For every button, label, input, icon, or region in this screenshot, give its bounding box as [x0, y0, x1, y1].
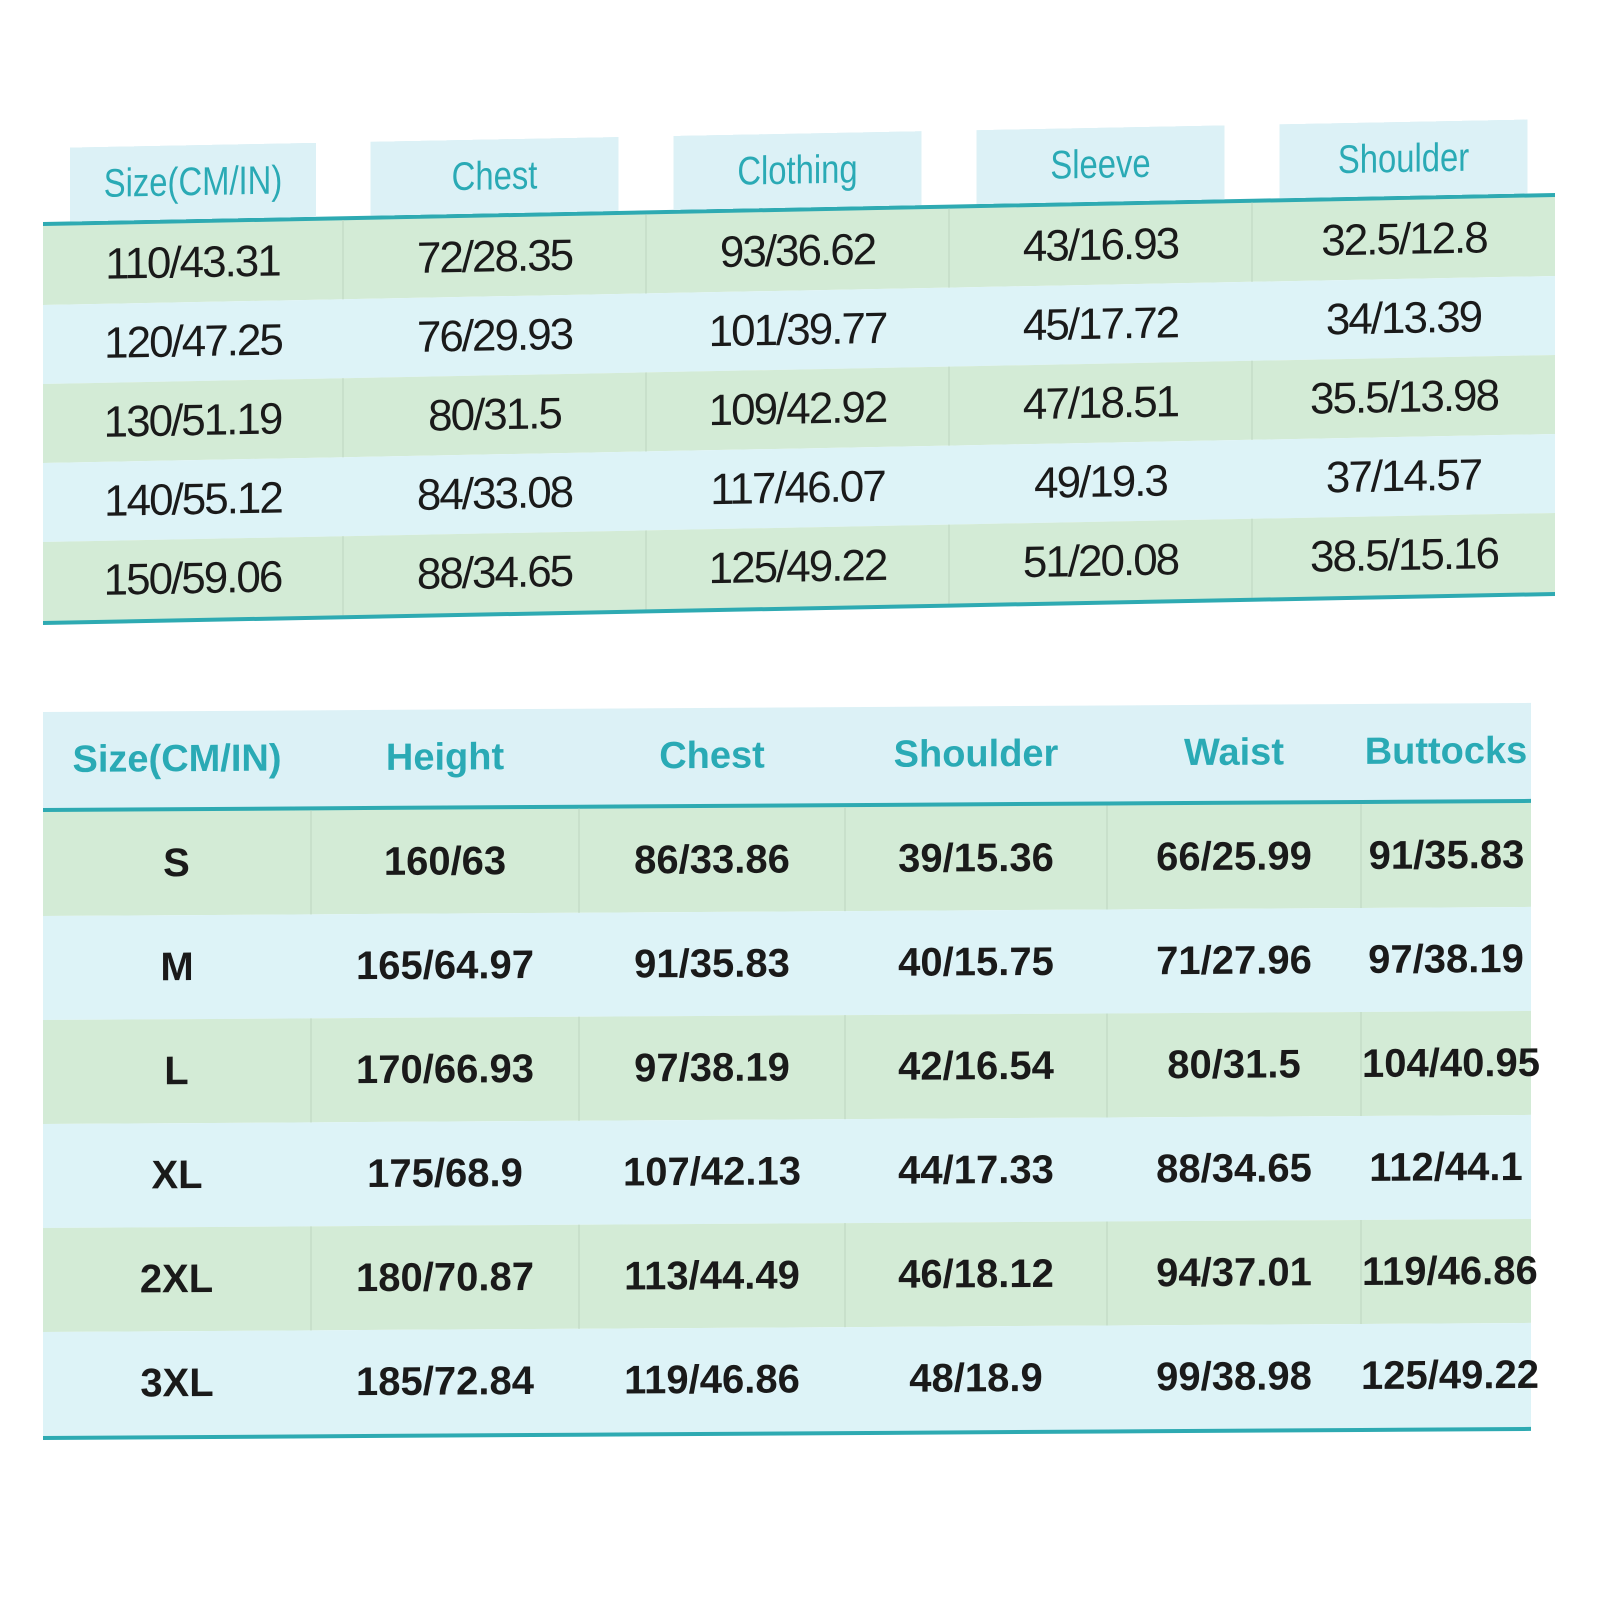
table-cell: 40/15.75 [845, 910, 1107, 1016]
table-cell: 76/29.93 [343, 293, 646, 378]
table-cell: 43/16.93 [949, 201, 1252, 288]
column-header-shoulder: Shoulder [1279, 119, 1527, 200]
column-header-shoulder: Shoulder [845, 706, 1107, 806]
column-header-clothing: Clothing [673, 131, 921, 212]
column-header-waist: Waist [1107, 704, 1361, 804]
table-cell: 66/25.99 [1107, 802, 1361, 910]
table-cell: 3XL [43, 1330, 311, 1438]
table-cell: 45/17.72 [949, 282, 1252, 367]
table-cell: S [43, 808, 311, 916]
table-cell: 170/66.93 [311, 1017, 579, 1123]
table-cell: 125/49.22 [1361, 1323, 1531, 1430]
table-cell: 119/46.86 [1361, 1219, 1531, 1324]
table-cell: 39/15.36 [845, 804, 1107, 912]
table-cell: L [43, 1018, 311, 1124]
table-cell: 88/34.65 [1107, 1116, 1361, 1222]
table-cell: 44/17.33 [845, 1118, 1107, 1224]
table-cell: 160/63 [311, 807, 579, 915]
table-row [43, 1219, 1531, 1332]
table-cell: 38.5/15.16 [1252, 513, 1555, 600]
table-cell: 93/36.62 [646, 207, 949, 294]
table-row [43, 801, 1531, 916]
table-cell: 47/18.51 [949, 361, 1252, 446]
table-cell: 97/38.19 [1361, 907, 1531, 1012]
table-cell: 86/33.86 [579, 805, 845, 913]
table-cell: 34/13.39 [1252, 276, 1555, 361]
column-header-sleeve: Sleeve [976, 125, 1224, 206]
table-cell: 35.5/13.98 [1252, 355, 1555, 440]
column-header-buttocks: Buttocks [1361, 703, 1531, 802]
table-cell: 2XL [43, 1226, 311, 1332]
table-cell: 119/46.86 [579, 1327, 845, 1435]
table-cell: 112/44.1 [1361, 1115, 1531, 1220]
table-cell: 104/40.95 [1361, 1011, 1531, 1116]
column-header-size: Size(CM/IN) [70, 143, 316, 224]
table-cell: 49/19.3 [949, 440, 1252, 525]
table-cell: 91/35.83 [579, 911, 845, 1017]
table-cell: 180/70.87 [311, 1225, 579, 1331]
table-cell: 130/51.19 [43, 378, 343, 463]
adult-size-table [43, 703, 1540, 1440]
table-cell: 113/44.49 [579, 1223, 845, 1329]
table-cell: M [43, 914, 311, 1020]
table-cell: 88/34.65 [343, 530, 646, 617]
table-row [43, 1011, 1531, 1124]
table-cell: 72/28.35 [343, 212, 646, 299]
table-cell: 101/39.77 [646, 288, 949, 373]
table-cell: 185/72.84 [311, 1329, 579, 1437]
table-cell: 42/16.54 [845, 1014, 1107, 1120]
table-cell: 84/33.08 [343, 451, 646, 536]
column-header-size: Size(CM/IN) [43, 710, 311, 810]
table-cell: 46/18.12 [845, 1222, 1107, 1328]
table-row [43, 1323, 1531, 1438]
table-cell: 51/20.08 [949, 519, 1252, 606]
table-cell: 150/59.06 [43, 536, 343, 623]
table-cell: 125/49.22 [646, 525, 949, 612]
column-header-chest: Chest [579, 707, 845, 807]
table-cell: 165/64.97 [311, 913, 579, 1019]
table-cell: 80/31.5 [1107, 1012, 1361, 1118]
table-cell: 91/35.83 [1361, 801, 1531, 908]
table-cell: 32.5/12.8 [1252, 195, 1555, 282]
table-header-row [43, 703, 1531, 810]
table-row [43, 907, 1531, 1020]
table-cell: 37/14.57 [1252, 434, 1555, 519]
table-cell: 110/43.31 [43, 218, 343, 305]
table-cell: XL [43, 1122, 311, 1228]
table-cell: 175/68.9 [311, 1121, 579, 1227]
table-row [43, 1115, 1531, 1228]
table-cell: 80/31.5 [343, 372, 646, 457]
kids-size-table [43, 119, 1555, 625]
table-cell: 120/47.25 [43, 299, 343, 384]
table-cell: 94/37.01 [1107, 1220, 1361, 1326]
table-cell: 107/42.13 [579, 1119, 845, 1225]
table-cell: 71/27.96 [1107, 908, 1361, 1014]
column-header-chest: Chest [370, 137, 618, 218]
table-cell: 97/38.19 [579, 1015, 845, 1121]
table-cell: 140/55.12 [43, 457, 343, 542]
table-cell: 99/38.98 [1107, 1324, 1361, 1432]
column-header-height: Height [311, 709, 579, 809]
table-cell: 109/42.92 [646, 367, 949, 452]
table-cell: 48/18.9 [845, 1326, 1107, 1434]
table-cell: 117/46.07 [646, 446, 949, 531]
